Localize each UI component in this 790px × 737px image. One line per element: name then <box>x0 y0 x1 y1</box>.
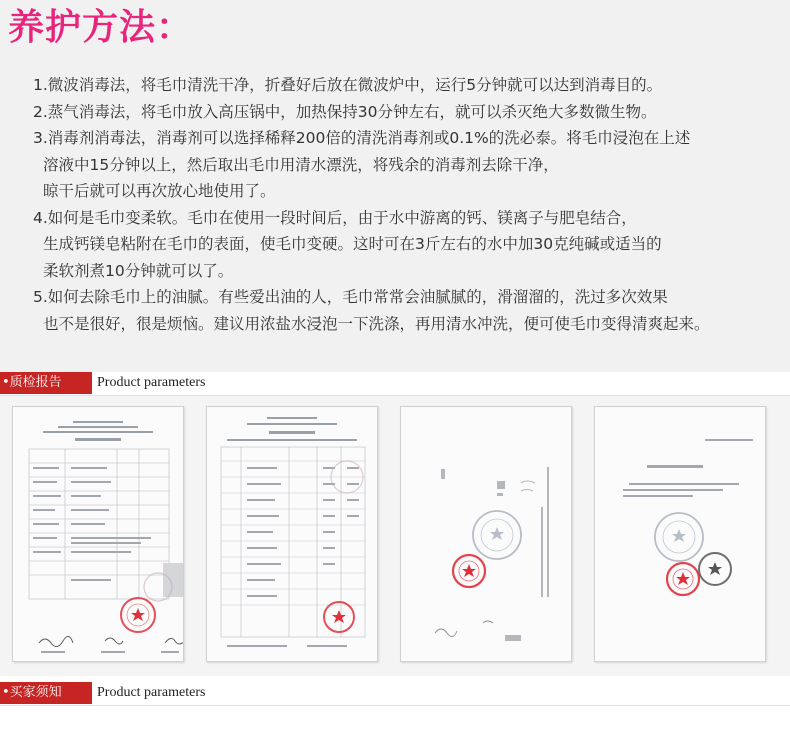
care-step-line: 5.如何去除毛巾上的油腻。有些爱出油的人，毛巾常常会油腻腻的，滑溜溜的，洗过多次效果 <box>33 288 668 306</box>
certificate-image-1 <box>12 406 184 662</box>
section-divider <box>0 705 790 706</box>
quality-report-bar <box>0 372 790 394</box>
care-step <box>33 125 785 205</box>
certificate-scan <box>595 407 765 661</box>
certificate-gallery <box>0 396 790 676</box>
care-step-line: 生成钙镁皂粘附在毛巾的表面，使毛巾变硬。这时可在3斤左右的水中加30克纯碱或适当的 <box>43 235 662 253</box>
care-step <box>33 72 785 99</box>
certificate-scan <box>13 407 183 661</box>
care-steps <box>33 72 785 337</box>
certificate-image-3 <box>400 406 572 662</box>
care-step-line: 1.微波消毒法，将毛巾清洗干净，折叠好后放在微波炉中，运行5分钟就可以达到消毒目的。 <box>33 76 663 94</box>
buyer-notice-bar <box>0 682 790 704</box>
care-step-line: 4.如何是毛巾变柔软。毛巾在使用一段时间后，由于水中游离的钙、镁离子与肥皂结合， <box>33 208 637 227</box>
care-step-line: 柔软剂煮10分钟就可以了。 <box>43 261 234 280</box>
care-step-line: 2.蒸气消毒法，将毛巾放入高压锅中，加热保持30分钟左右，就可以杀灭绝大多数微生物。 <box>33 102 657 121</box>
certificate-scan <box>401 407 571 661</box>
quality-report-subtitle: Product parameters <box>97 375 206 390</box>
care-step-line: 晾干后就可以再次放心地使用了。 <box>43 182 276 200</box>
certificate-image-4 <box>594 406 766 662</box>
care-step-line: 3.消毒剂消毒法，消毒剂可以选择稀释200倍的清洗消毒剂或0.1%的洗必泰。将毛巾浸泡在上述 <box>33 129 691 147</box>
care-step <box>33 284 785 337</box>
care-step <box>33 205 785 285</box>
care-step-line: 也不是很好，很是烦恼。建议用浓盐水浸泡一下洗涤，再用清水冲洗，便可使毛巾变得清爽起来。 <box>43 314 710 333</box>
care-step <box>33 99 785 126</box>
quality-report-tag: •质检报告 <box>0 372 92 394</box>
care-title: 养护方法： <box>8 7 194 48</box>
certificate-image-2 <box>206 406 378 662</box>
care-step-line: 溶液中15分钟以上，然后取出毛巾用清水漂洗，将残余的消毒剂去除干净， <box>43 155 559 174</box>
buyer-notice-tag: •买家须知 <box>0 682 92 704</box>
certificate-scan <box>207 407 377 661</box>
buyer-notice-subtitle: Product parameters <box>97 685 206 700</box>
